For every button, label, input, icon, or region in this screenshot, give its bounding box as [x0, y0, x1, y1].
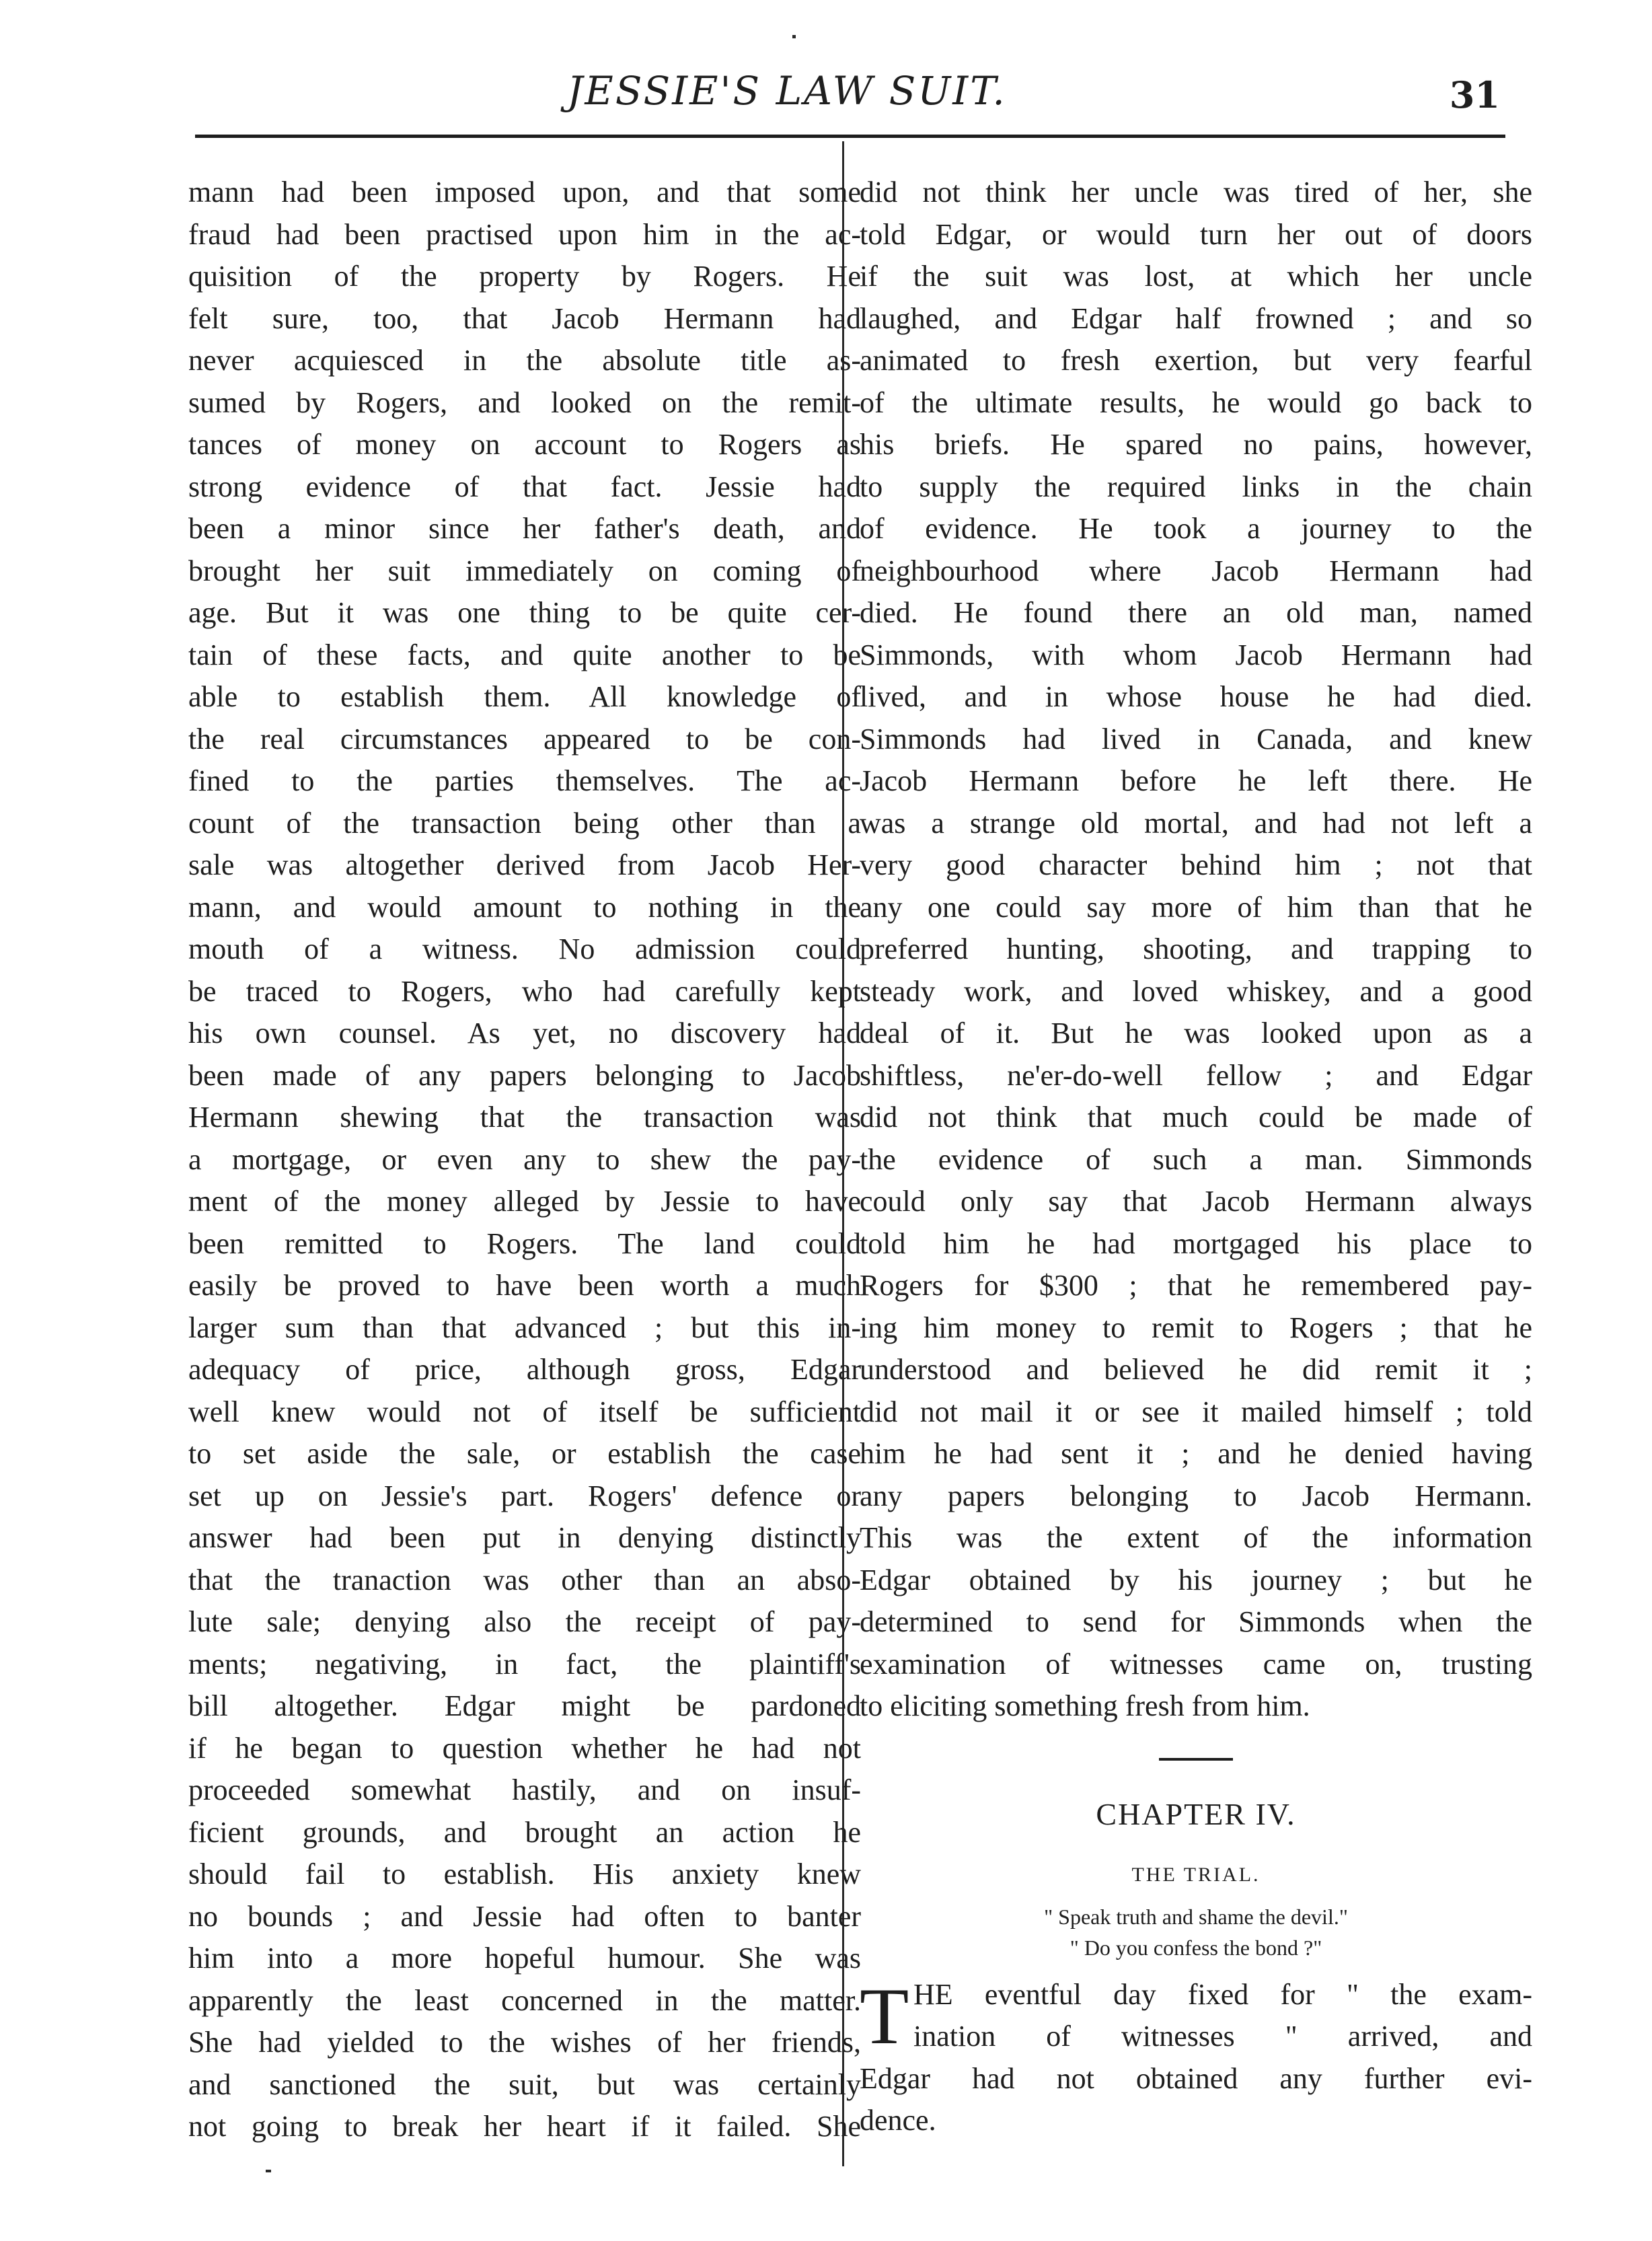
text-line: ment of the money alleged by Jessie to have [188, 1185, 861, 1218]
text-line: fined to the parties themselves. The ac- [188, 764, 861, 797]
text-line: was a strange old mortal, and had not left a [860, 806, 1532, 840]
text-line: lived, and in whose house he had died. [860, 680, 1532, 713]
chapter-opening [860, 1971, 1532, 2061]
right-column [860, 172, 1532, 2142]
text-line: the evidence of such a man. Simmonds [860, 1142, 1532, 1176]
text-line: Rogers for $300 ; that he remembered pay- [860, 1269, 1532, 1302]
text-line: adequacy of price, although gross, Edgar [188, 1353, 861, 1386]
text-line: any papers belonging to Jacob Hermann. [860, 1479, 1532, 1512]
text-line: ing him money to remit to Rogers ; that he [860, 1311, 1532, 1344]
text-line: not going to break her heart if it failed. She [188, 2110, 861, 2143]
text-line: did not think that much could be made of [860, 1101, 1532, 1134]
text-line: answer had been put in denying distinctly [188, 1521, 861, 1554]
text-line: never acquiesced in the absolute title as- [188, 344, 861, 377]
text-line: him into a more hopeful humour. She was [188, 1942, 861, 1975]
text-line: told him he had mortgaged his place to [860, 1226, 1532, 1260]
text-line: deal of it. But he was looked upon as a [860, 1017, 1532, 1050]
text-line: a mortgage, or even any to shew the pay- [188, 1142, 861, 1176]
text-line: to supply the required links in the chain [860, 470, 1532, 503]
text-line: told Edgar, or would turn her out of doors [860, 217, 1532, 251]
chapter-rule [1159, 1758, 1233, 1761]
text-line: easily be proved to have been worth a much [188, 1269, 861, 1302]
text-line: able to establish them. All knowledge of [188, 680, 861, 713]
text-line: his briefs. He spared no pains, however, [860, 428, 1532, 461]
text-line: of the ultimate results, he would go back to [860, 385, 1532, 419]
chapter-subtitle: THE TRIAL. [1131, 1863, 1261, 1886]
text-line: mann had been imposed upon, and that some [188, 176, 861, 209]
text-line: no bounds ; and Jessie had often to banter [188, 1899, 861, 1933]
text-line: tain of these facts, and quite another to be [188, 638, 861, 671]
text-line: and sanctioned the suit, but was certainly [188, 2067, 861, 2101]
text-line: preferred hunting, shooting, and trapping to [860, 932, 1532, 965]
text-line: fraud had been practised upon him in the ac- [188, 217, 861, 251]
text-line: Hermann shewing that the transaction was [188, 1101, 861, 1134]
text-line: any one could say more of him than that he [860, 890, 1532, 924]
text-line: determined to send for Simmonds when the [860, 1605, 1532, 1638]
drop-cap: T [860, 1971, 909, 2061]
text-line: of evidence. He took a journey to the [860, 512, 1532, 545]
text-line: lute sale; denying also the receipt of pay- [188, 1605, 861, 1638]
text-line: be traced to Rogers, who had carefully kept [188, 974, 861, 1008]
text-line: been a minor since her father's death, and [188, 512, 861, 545]
running-title: JESSIE'S LAW SUIT. [567, 68, 1007, 114]
chapter-title: CHAPTER IV. [1096, 1796, 1296, 1831]
text-line: count of the transaction being other than a [188, 806, 861, 840]
text-line: Edgar obtained by his journey ; but he [860, 1563, 1532, 1596]
left-column [188, 172, 861, 2148]
text-line: been remitted to Rogers. The land could [188, 1226, 861, 1260]
text-line: This was the extent of the information [860, 1521, 1532, 1554]
text-line: brought her suit immediately on coming of [188, 554, 861, 587]
text-line: ments; negativing, in fact, the plaintiff's [188, 1647, 861, 1681]
text-line: apparently the least concerned in the matter. [188, 1983, 861, 2017]
text-line: neighbourhood where Jacob Hermann had [860, 554, 1532, 587]
text-line: very good character behind him ; not that [860, 848, 1532, 881]
text-line: if he began to question whether he had not [188, 1731, 861, 1765]
text-line: bill altogether. Edgar might be pardoned [188, 1689, 861, 1722]
epigraph [860, 1901, 1532, 1963]
text-line: shiftless, ne'er-do-well fellow ; and Edgar [860, 1058, 1532, 1092]
stray-mark [792, 35, 796, 38]
text-line: to set aside the sale, or establish the case [188, 1437, 861, 1470]
text-line: well knew would not of itself be sufficient [188, 1395, 861, 1428]
text-line: tances of money on account to Rogers as [188, 428, 861, 461]
text-line: Simmonds, with whom Jacob Hermann had [860, 638, 1532, 671]
text-line: Simmonds had lived in Canada, and knew [860, 722, 1532, 756]
text-line: She had yielded to the wishes of her friends, [188, 2026, 861, 2059]
text-line: dence. [860, 2104, 936, 2137]
text-line: larger sum than that advanced ; but this in- [188, 1311, 861, 1344]
epigraph-line: " Do you confess the bond ?" [1069, 1935, 1322, 1960]
text-line: steady work, and loved whiskey, and a good [860, 974, 1532, 1008]
text-line: understood and believed he did remit it ; [860, 1353, 1532, 1386]
text-line: quisition of the property by Rogers. He [188, 260, 861, 293]
text-line: died. He found there an old man, named [860, 596, 1532, 629]
text-line: should fail to establish. His anxiety knew [188, 1858, 861, 1890]
text-line: mouth of a witness. No admission could [188, 932, 861, 965]
page-number: 31 [1449, 73, 1500, 116]
stray-mark [266, 2170, 271, 2172]
text-line: him he had sent it ; and he denied having [860, 1437, 1532, 1470]
text-line: set up on Jessie's part. Rogers' defence or [188, 1479, 861, 1512]
text-line: Jacob Hermann before he left there. He [860, 764, 1532, 797]
text-line: proceeded somewhat hastily, and on insuf- [188, 1773, 861, 1806]
text-line: Edgar had not obtained any further evi- [860, 2061, 1532, 2095]
text-line: ficient grounds, and brought an action he [188, 1815, 861, 1849]
text-line: mann, and would amount to nothing in the [188, 890, 861, 924]
text-line: sumed by Rogers, and looked on the remit- [188, 385, 861, 419]
text-line: examination of witnesses came on, trusting [860, 1647, 1532, 1681]
text-line: animated to fresh exertion, but very fearful [860, 344, 1532, 377]
text-line: felt sure, too, that Jacob Hermann had [188, 301, 861, 335]
epigraph-line: " Speak truth and shame the devil." [1044, 1904, 1348, 1929]
text-line: if the suit was lost, at which her uncle [860, 260, 1532, 293]
text-line: did not think her uncle was tired of her, she [860, 176, 1532, 209]
text-line: laughed, and Edgar half frowned ; and so [860, 301, 1532, 335]
text-line: age. But it was one thing to be quite cer- [188, 596, 861, 629]
running-head [195, 64, 1500, 124]
header-rule-right [631, 135, 1505, 138]
text-line: HE eventful day fixed for " the exam- [913, 1977, 1532, 2011]
text-line: to eliciting something fresh from him. [860, 1689, 1310, 1722]
header-rule-left [195, 135, 631, 138]
text-line: strong evidence of that fact. Jessie had [188, 470, 861, 503]
text-line: that the tranaction was other than an abso- [188, 1563, 861, 1596]
text-line: the real circumstances appeared to be con- [188, 722, 861, 756]
text-line: could only say that Jacob Hermann always [860, 1185, 1532, 1218]
text-line: ination of witnesses " arrived, and [913, 2020, 1532, 2053]
text-line: did not mail it or see it mailed himself ; told [860, 1395, 1532, 1428]
text-line: his own counsel. As yet, no discovery had [188, 1017, 861, 1050]
text-line: sale was altogether derived from Jacob Her- [188, 848, 861, 881]
text-line: been made of any papers belonging to Jacob [188, 1058, 861, 1092]
